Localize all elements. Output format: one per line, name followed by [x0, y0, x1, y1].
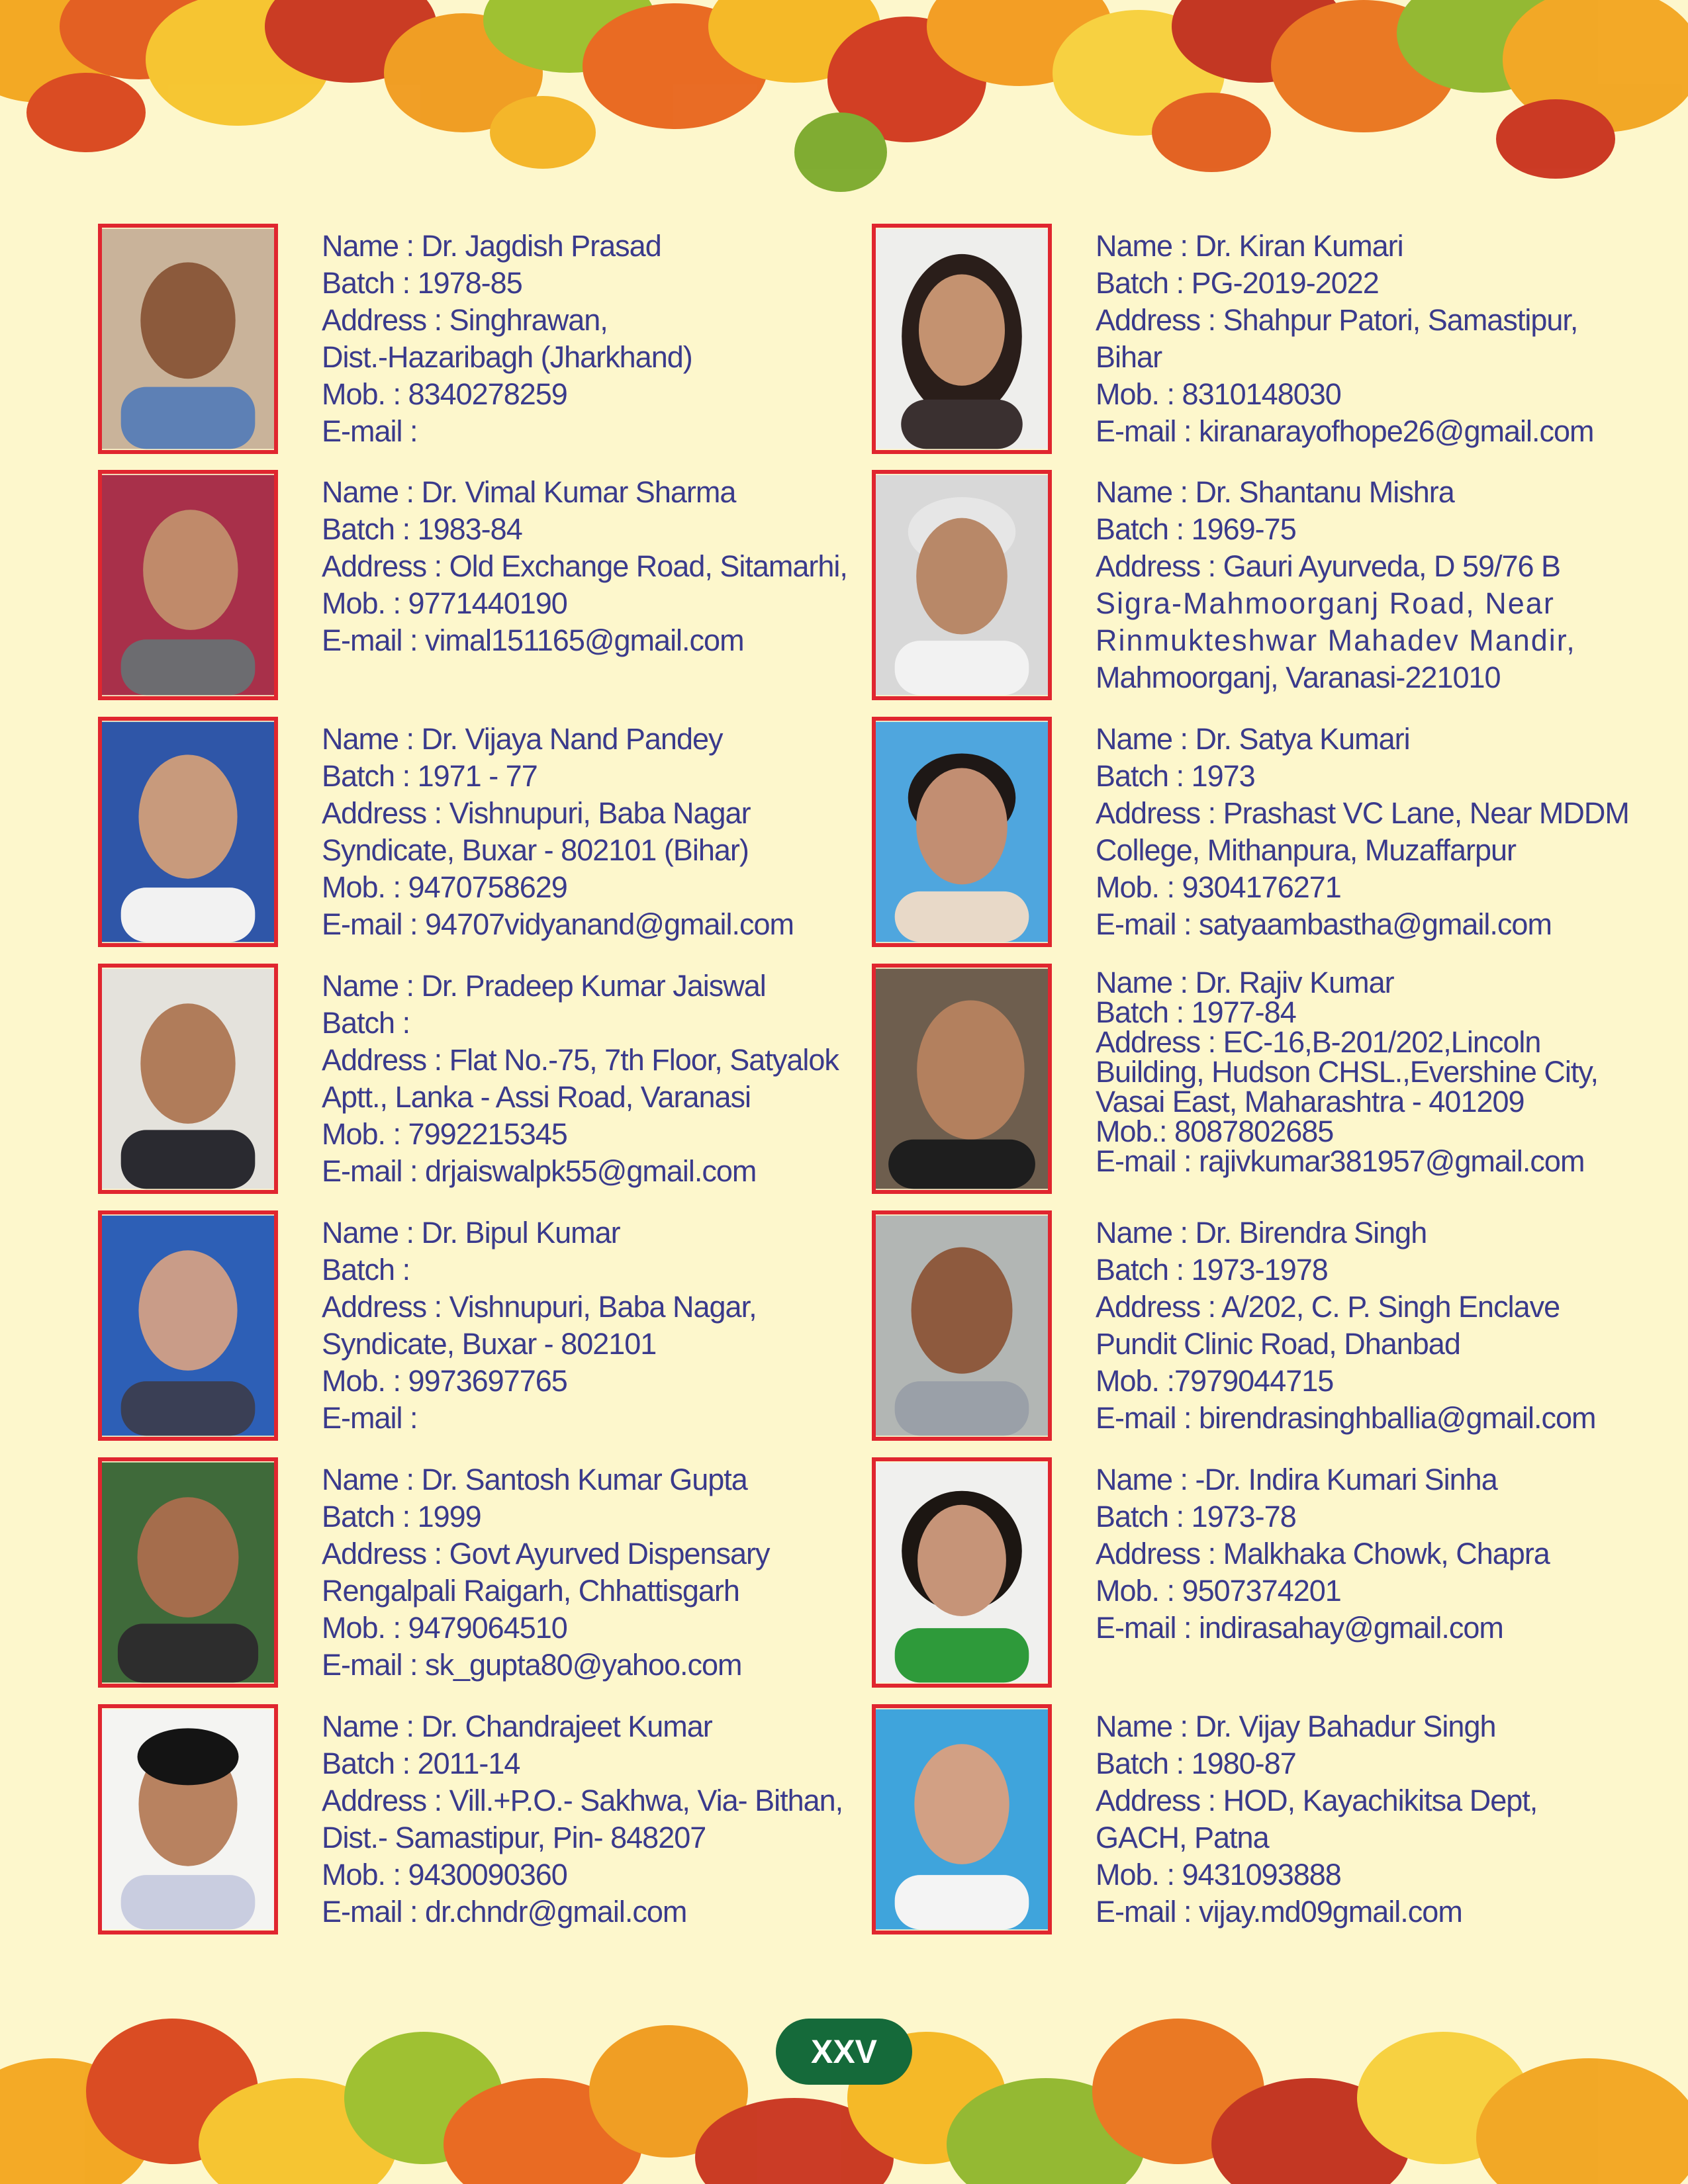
member-address-line2: Aptt., Lanka - Assi Road, Varanasi	[322, 1080, 751, 1114]
member-card	[872, 470, 1640, 708]
member-photo	[872, 1457, 1052, 1688]
member-address: Address : HOD, Kayachikitsa Dept,	[1096, 1784, 1538, 1817]
member-email: E-mail : dr.chndr@gmail.com	[322, 1895, 687, 1929]
member-card	[872, 224, 1640, 462]
member-name: Name : Dr. Chandrajeet Kumar	[322, 1709, 712, 1743]
member-email: E-mail : indirasahay@gmail.com	[1096, 1611, 1503, 1645]
member-address: Address : Vill.+P.O.- Sakhwa, Via- Bithan,	[322, 1784, 843, 1817]
member-photo	[98, 1210, 278, 1441]
member-address: Address : Shahpur Patori, Samastipur,	[1096, 303, 1578, 337]
member-address: Address : Vishnupuri, Baba Nagar,	[322, 1290, 757, 1324]
member-photo	[872, 1704, 1052, 1934]
member-card	[98, 470, 866, 708]
member-batch: Batch : 1977-84	[1096, 995, 1296, 1029]
member-batch: Batch : 1969-75	[1096, 512, 1296, 546]
member-address-line2: Pundit Clinic Road, Dhanbad	[1096, 1327, 1460, 1361]
member-address-line2: Building, Hudson CHSL.,Evershine City,	[1096, 1055, 1599, 1089]
member-photo	[98, 964, 278, 1194]
member-address-line2: GACH, Patna	[1096, 1821, 1269, 1854]
member-batch: Batch :	[322, 1253, 410, 1287]
member-batch: Batch : 1973-1978	[1096, 1253, 1328, 1287]
member-name: Name : Dr. Kiran Kumari	[1096, 229, 1403, 263]
member-mobile: Mob. : 9304176271	[1096, 870, 1341, 904]
member-batch: Batch :	[322, 1006, 410, 1040]
member-mobile: Mob. : 9430090360	[322, 1858, 567, 1891]
member-address: Address : Flat No.-75, 7th Floor, Satyalok	[322, 1043, 839, 1077]
member-mobile: Mob. : 8340278259	[322, 377, 567, 411]
member-card	[98, 964, 866, 1202]
member-name: Name : Dr. Shantanu Mishra	[1096, 475, 1454, 509]
member-card	[98, 224, 866, 462]
member-photo	[98, 1704, 278, 1934]
member-email: E-mail : kiranarayofhope26@gmail.com	[1096, 414, 1594, 448]
member-email: E-mail : birendrasinghballia@gmail.com	[1096, 1401, 1596, 1435]
member-batch: Batch : 1980-87	[1096, 1747, 1296, 1780]
member-email: E-mail : vijay.md09gmail.com	[1096, 1895, 1462, 1929]
member-address-line2: Dist.- Samastipur, Pin- 848207	[322, 1821, 706, 1854]
member-address-line2: College, Mithanpura, Muzaffarpur	[1096, 833, 1517, 867]
member-mobile: Mob. : 9470758629	[322, 870, 567, 904]
member-card	[872, 717, 1640, 955]
member-name: Name : Dr. Santosh Kumar Gupta	[322, 1463, 747, 1496]
member-address-line2: Syndicate, Buxar - 802101 (Bihar)	[322, 833, 749, 867]
member-card	[98, 1457, 866, 1696]
member-email: E-mail : vimal151165@gmail.com	[322, 623, 744, 657]
member-name: Name : Dr. Birendra Singh	[1096, 1216, 1427, 1250]
member-name: Name : Dr. Rajiv Kumar	[1096, 966, 1394, 999]
member-address-line2: Rengalpali Raigarh, Chhattisgarh	[322, 1574, 739, 1608]
page-number-badge: XXV	[776, 2019, 912, 2085]
member-address: Address : Old Exchange Road, Sitamarhi,	[322, 549, 847, 583]
member-batch: Batch : PG-2019-2022	[1096, 266, 1379, 300]
member-batch: Batch : 1978-85	[322, 266, 522, 300]
member-card	[98, 717, 866, 955]
member-name: Name : Dr. Vijay Bahadur Singh	[1096, 1709, 1496, 1743]
member-photo	[98, 470, 278, 700]
member-email: E-mail :	[322, 1401, 418, 1435]
member-email: E-mail : 94707vidyanand@gmail.com	[322, 907, 794, 941]
member-batch: Batch : 1971 - 77	[322, 759, 538, 793]
member-email: E-mail : satyaambastha@gmail.com	[1096, 907, 1552, 941]
member-name: Name : Dr. Vijaya Nand Pandey	[322, 722, 723, 756]
member-photo	[98, 224, 278, 454]
member-email: E-mail : rajivkumar381957@gmail.com	[1096, 1144, 1585, 1178]
member-card	[872, 1704, 1640, 1942]
member-card	[872, 1210, 1640, 1449]
member-mobile: Mob. : 9507374201	[1096, 1574, 1341, 1608]
member-address-line2: Sigra-Mahmoorganj Road, Near	[1096, 586, 1555, 620]
member-card	[872, 1457, 1640, 1696]
member-card	[98, 1704, 866, 1942]
member-mobile: Mob. : 8310148030	[1096, 377, 1341, 411]
member-email: E-mail :	[322, 414, 418, 448]
member-address-line3: Vasai East, Maharashtra - 401209	[1096, 1085, 1524, 1118]
member-name: Name : Dr. Satya Kumari	[1096, 722, 1410, 756]
member-email: E-mail : sk_gupta80@yahoo.com	[322, 1648, 742, 1682]
member-batch: Batch : 1999	[322, 1500, 481, 1533]
member-photo	[872, 717, 1052, 947]
member-address: Address : Gauri Ayurveda, D 59/76 B	[1096, 549, 1561, 583]
member-photo	[872, 964, 1052, 1194]
member-card	[872, 964, 1640, 1202]
member-card	[98, 1210, 866, 1449]
member-address-line2: Bihar	[1096, 340, 1162, 374]
member-photo	[98, 1457, 278, 1688]
member-name: Name : Dr. Pradeep Kumar Jaiswal	[322, 969, 766, 1003]
member-name: Name : Dr. Jagdish Prasad	[322, 229, 661, 263]
member-batch: Batch : 1973-78	[1096, 1500, 1296, 1533]
member-photo	[98, 717, 278, 947]
member-photo	[872, 1210, 1052, 1441]
member-photo	[872, 470, 1052, 700]
member-mobile: Mob. : 7992215345	[322, 1117, 567, 1151]
member-mobile: Mob. : 9479064510	[322, 1611, 567, 1645]
member-name: Name : Dr. Vimal Kumar Sharma	[322, 475, 736, 509]
member-address-line3: Rinmukteshwar Mahadev Mandir,	[1096, 623, 1576, 657]
member-mobile: Mob. : 9771440190	[322, 586, 567, 620]
member-photo	[872, 224, 1052, 454]
member-address: Address : Govt Ayurved Dispensary	[322, 1537, 770, 1570]
member-address-line4: Mahmoorganj, Varanasi-221010	[1096, 660, 1501, 694]
member-address: Address : EC-16,B-201/202,Lincoln	[1096, 1025, 1541, 1059]
member-email: E-mail : drjaiswalpk55@gmail.com	[322, 1154, 757, 1188]
member-address: Address : Vishnupuri, Baba Nagar	[322, 796, 751, 830]
member-address: Address : Prashast VC Lane, Near MDDM	[1096, 796, 1629, 830]
member-address-line2: Dist.-Hazaribagh (Jharkhand)	[322, 340, 692, 374]
member-batch: Batch : 1973	[1096, 759, 1255, 793]
member-address: Address : A/202, C. P. Singh Enclave	[1096, 1290, 1560, 1324]
member-batch: Batch : 1983-84	[322, 512, 522, 546]
member-batch: Batch : 2011-14	[322, 1747, 520, 1780]
member-name: Name : -Dr. Indira Kumari Sinha	[1096, 1463, 1497, 1496]
member-address-line2: Syndicate, Buxar - 802101	[322, 1327, 657, 1361]
member-mobile: Mob. :7979044715	[1096, 1364, 1334, 1398]
member-mobile: Mob.: 8087802685	[1096, 1115, 1334, 1148]
member-mobile: Mob. : 9973697765	[322, 1364, 567, 1398]
member-address: Address : Malkhaka Chowk, Chapra	[1096, 1537, 1550, 1570]
member-address: Address : Singhrawan,	[322, 303, 608, 337]
member-mobile: Mob. : 9431093888	[1096, 1858, 1341, 1891]
member-name: Name : Dr. Bipul Kumar	[322, 1216, 620, 1250]
